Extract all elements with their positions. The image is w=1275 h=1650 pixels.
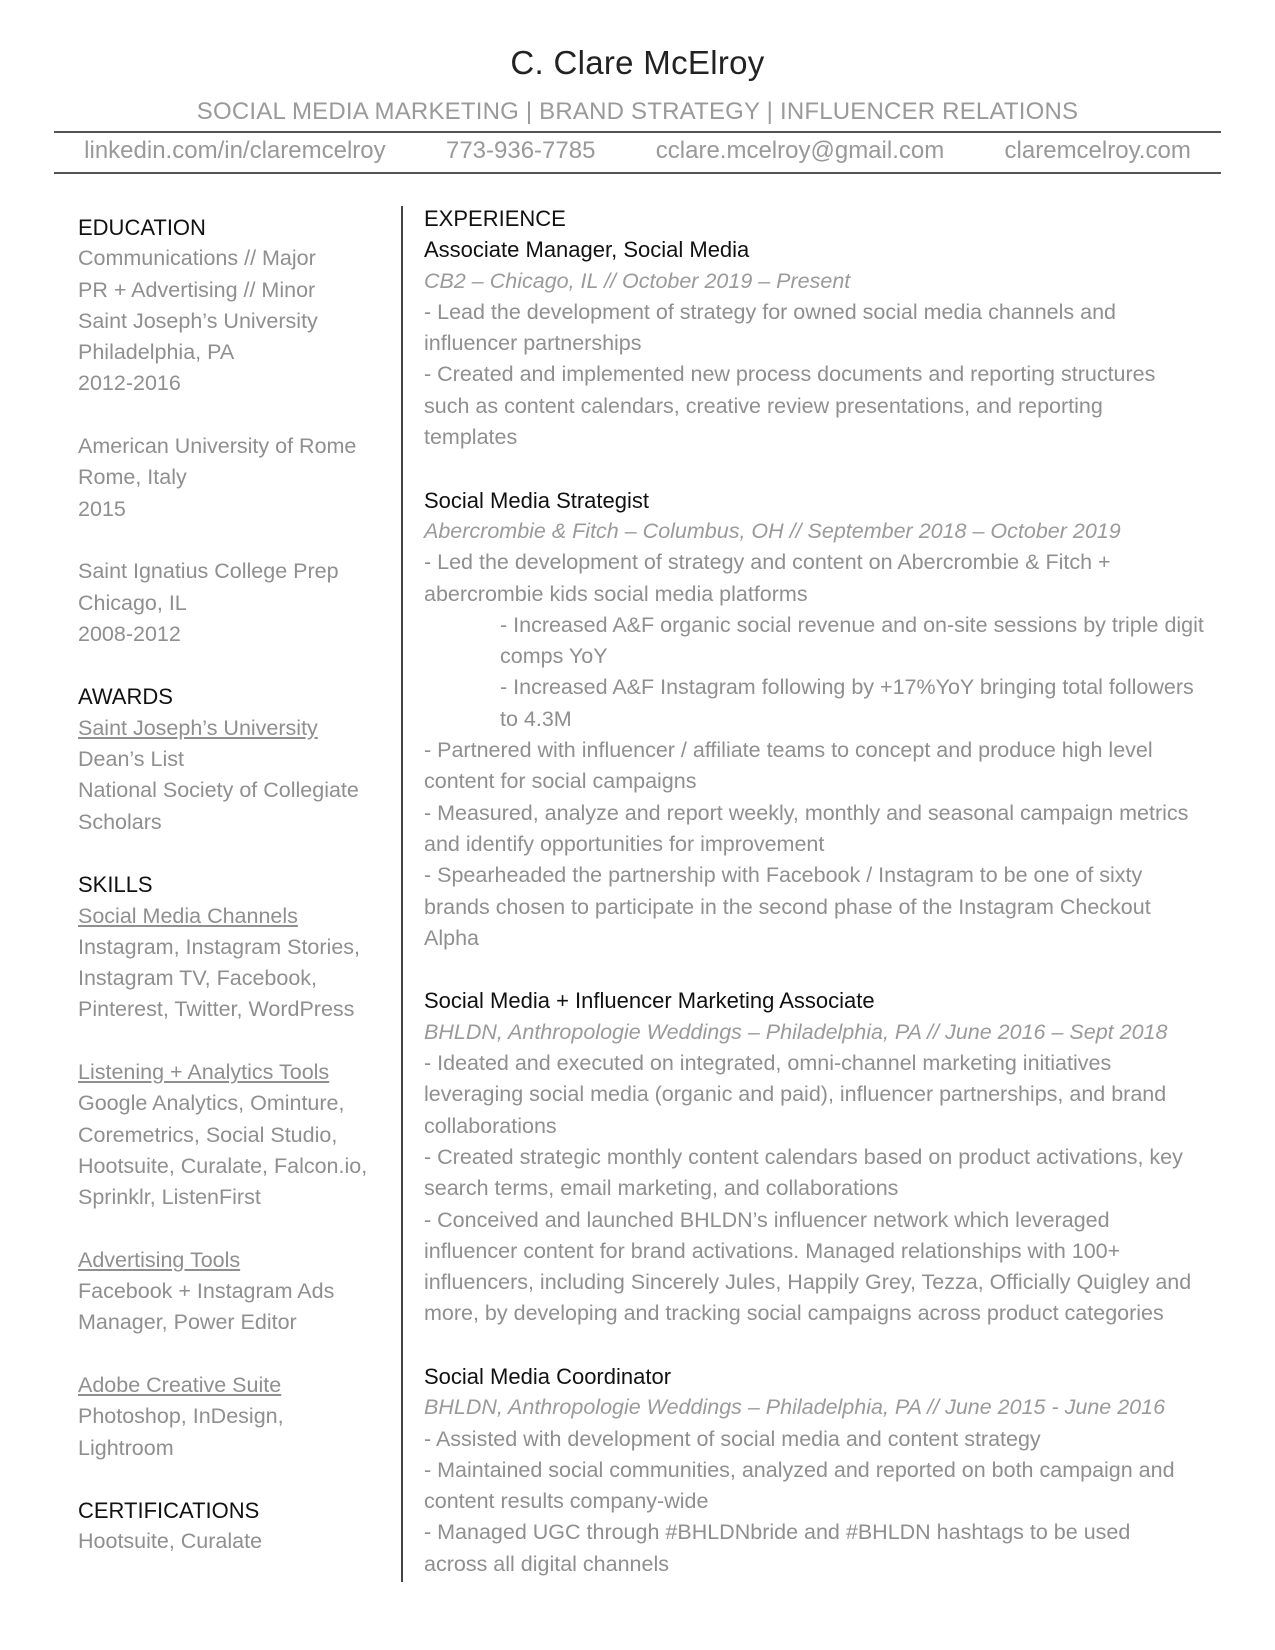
job-title: Associate Manager, Social Media: [424, 237, 750, 263]
job-bullet-line: brands chosen to participate in the second phase of the Instagram Checkout: [424, 894, 1151, 919]
contact-linkedin[interactable]: linkedin.com/in/claremcelroy: [84, 137, 386, 164]
spacer: [78, 838, 378, 869]
spacer: [78, 525, 378, 556]
job-bullet-line: - Managed UGC through #BHLDNbride and #BHLDN hashtags to be used: [424, 1520, 1131, 1545]
job-bullet-line: - Assisted with development of social media and content strategy: [424, 1426, 1041, 1451]
education-line: PR + Advertising // Minor: [78, 277, 316, 302]
education-line: Rome, Italy: [78, 465, 187, 490]
header-divider-top: [54, 131, 1221, 133]
job-bullet-line: more, by developing and tracking social campaigns across product categories: [424, 1301, 1164, 1326]
contact-bar: [54, 137, 1221, 165]
job-bullet-line: - Created strategic monthly content calendars based on product activations, key: [424, 1144, 1183, 1169]
contact-website[interactable]: claremcelroy.com: [1004, 137, 1191, 164]
spacer: [78, 400, 378, 431]
certifications-heading: CERTIFICATIONS: [78, 1498, 260, 1524]
skill-line: Pinterest, Twitter, WordPress: [78, 997, 355, 1022]
job-bullet-line: - Maintained social communities, analyzed and reported on both campaign and: [424, 1457, 1175, 1482]
job-bullet-line: - Ideated and executed on integrated, omni-channel marketing initiatives: [424, 1051, 1112, 1076]
education-entry: [78, 431, 378, 525]
awards-subheading: Saint Joseph’s University: [78, 715, 318, 740]
job-bullet-line: - Partnered with influencer / affiliate teams to concept and produce high level: [424, 738, 1153, 763]
skill-line: Photoshop, InDesign,: [78, 1404, 284, 1429]
education-line: Saint Ignatius College Prep: [78, 559, 339, 584]
spacer: [78, 1339, 378, 1370]
job-entry: [424, 985, 1254, 1329]
job-bullet-line: across all digital channels: [424, 1551, 669, 1576]
job-title: Social Media Coordinator: [424, 1363, 672, 1389]
header-divider-bottom: [54, 172, 1221, 174]
job-bullet-line: - Conceived and launched BHLDN’s influencer network which leveraged: [424, 1207, 1110, 1232]
skill-group-heading: Social Media Channels: [78, 903, 298, 928]
job-title: Social Media + Influencer Marketing Associate: [424, 988, 875, 1014]
award-line: National Society of Collegiate: [78, 778, 359, 803]
skill-line: Manager, Power Editor: [78, 1310, 297, 1335]
skill-line: Lightroom: [78, 1435, 174, 1460]
skill-line: Sprinklr, ListenFirst: [78, 1185, 261, 1210]
education-entry: [78, 556, 378, 650]
job-org: CB2 – Chicago, IL // October 2019 – Present: [424, 268, 851, 293]
education-line: Communications // Major: [78, 246, 316, 271]
column-divider: [401, 206, 403, 1582]
job-bullet-line: influencers, including Sincerely Jules, Happily Grey, Tezza, Officially Quigley and: [424, 1270, 1192, 1295]
spacer: [78, 1214, 378, 1245]
job-org: BHLDN, Anthropologie Weddings – Philadelphia, PA // June 2015 - June 2016: [424, 1395, 1166, 1420]
job-entry: [424, 485, 1254, 954]
skill-line: Coremetrics, Social Studio,: [78, 1122, 338, 1147]
job-bullet-line: Alpha: [424, 925, 479, 950]
spacer: [78, 650, 378, 681]
education-line: 2008-2012: [78, 621, 181, 646]
job-bullet-line: templates: [424, 425, 518, 450]
job-bullet-line: influencer content for brand activations. Managed relationships with 100+: [424, 1238, 1121, 1263]
contact-email[interactable]: cclare.mcelroy@gmail.com: [655, 137, 945, 164]
job-bullet-line: search terms, email marketing, and collaborations: [424, 1176, 899, 1201]
job-bullet-line: abercrombie kids social media platforms: [424, 581, 808, 606]
certifications-text: Hootsuite, Curalate: [78, 1529, 263, 1554]
education-line: Saint Joseph’s University: [78, 308, 318, 333]
skill-group-heading: Adobe Creative Suite: [78, 1372, 282, 1397]
skill-group-heading: Listening + Analytics Tools: [78, 1060, 330, 1085]
job-sub-bullet-line: - Increased A&F Instagram following by +17%YoY bringing total followers: [500, 675, 1194, 700]
skill-line: Google Analytics, Ominture,: [78, 1091, 345, 1116]
resume-name: C. Clare McElroy: [510, 44, 765, 81]
job-bullet-line: collaborations: [424, 1113, 557, 1138]
job-bullet-line: - Created and implemented new process documents and reporting structures: [424, 362, 1156, 387]
job-bullet-line: content for social campaigns: [424, 769, 697, 794]
job-bullet-line: - Measured, analyze and report weekly, monthly and seasonal campaign metrics: [424, 800, 1189, 825]
award-line: Dean’s List: [78, 747, 184, 772]
experience-heading: EXPERIENCE: [424, 206, 566, 231]
job-title: Social Media Strategist: [424, 487, 649, 513]
job-bullet-line: - Led the development of strategy and content on Abercrombie & Fitch +: [424, 550, 1111, 575]
job-org: BHLDN, Anthropologie Weddings – Philadelphia, PA // June 2016 – Sept 2018: [424, 1019, 1168, 1044]
job-bullet-line: - Lead the development of strategy for owned social media channels and: [424, 299, 1117, 324]
job-sub-bullet-line: - Increased A&F organic social revenue and on-site sessions by triple digit: [500, 612, 1204, 637]
skill-line: Instagram, Instagram Stories,: [78, 934, 360, 959]
job-bullet-line: influencer partnerships: [424, 331, 642, 356]
education-line: 2012-2016: [78, 371, 181, 396]
left-column: [78, 212, 378, 1558]
award-line: Scholars: [78, 809, 162, 834]
job-bullet-line: content results company-wide: [424, 1489, 709, 1514]
skill-line: Instagram TV, Facebook,: [78, 966, 318, 991]
job-org: Abercrombie & Fitch – Columbus, OH // September 2018 – October 2019: [424, 518, 1121, 543]
awards-heading: AWARDS: [78, 684, 173, 710]
job-bullet-line: leveraging social media (organic and paid), influencer partnerships, and brand: [424, 1082, 1167, 1107]
resume-tagline: SOCIAL MEDIA MARKETING | BRAND STRATEGY | INFLUENCER RELATIONS: [196, 98, 1079, 125]
skills-heading: SKILLS: [78, 872, 153, 898]
job-sub-bullet-line: to 4.3M: [500, 706, 572, 731]
job-bullet-line: - Spearheaded the partnership with Facebook / Instagram to be one of sixty: [424, 863, 1143, 888]
job-bullet-line: such as content calendars, creative review presentations, and reporting: [424, 393, 1103, 418]
spacer: [78, 1464, 378, 1495]
contact-phone[interactable]: 773-936-7785: [445, 137, 596, 164]
job-sub-bullet-line: comps YoY: [500, 644, 608, 669]
education-line: Chicago, IL: [78, 590, 187, 615]
education-heading: EDUCATION: [78, 215, 206, 240]
job-entry: [424, 234, 1254, 453]
education-entry: [78, 243, 378, 399]
spacer: [78, 1026, 378, 1057]
skill-line: Facebook + Instagram Ads: [78, 1279, 335, 1304]
education-line: American University of Rome: [78, 434, 357, 459]
skill-line: Hootsuite, Curalate, Falcon.io,: [78, 1153, 368, 1178]
right-column: [424, 203, 1254, 1611]
job-bullet-line: and identify opportunities for improvement: [424, 831, 825, 856]
education-line: 2015: [78, 496, 126, 521]
job-entry: [424, 1361, 1254, 1580]
education-line: Philadelphia, PA: [78, 340, 235, 365]
skill-group-heading: Advertising Tools: [78, 1247, 241, 1272]
